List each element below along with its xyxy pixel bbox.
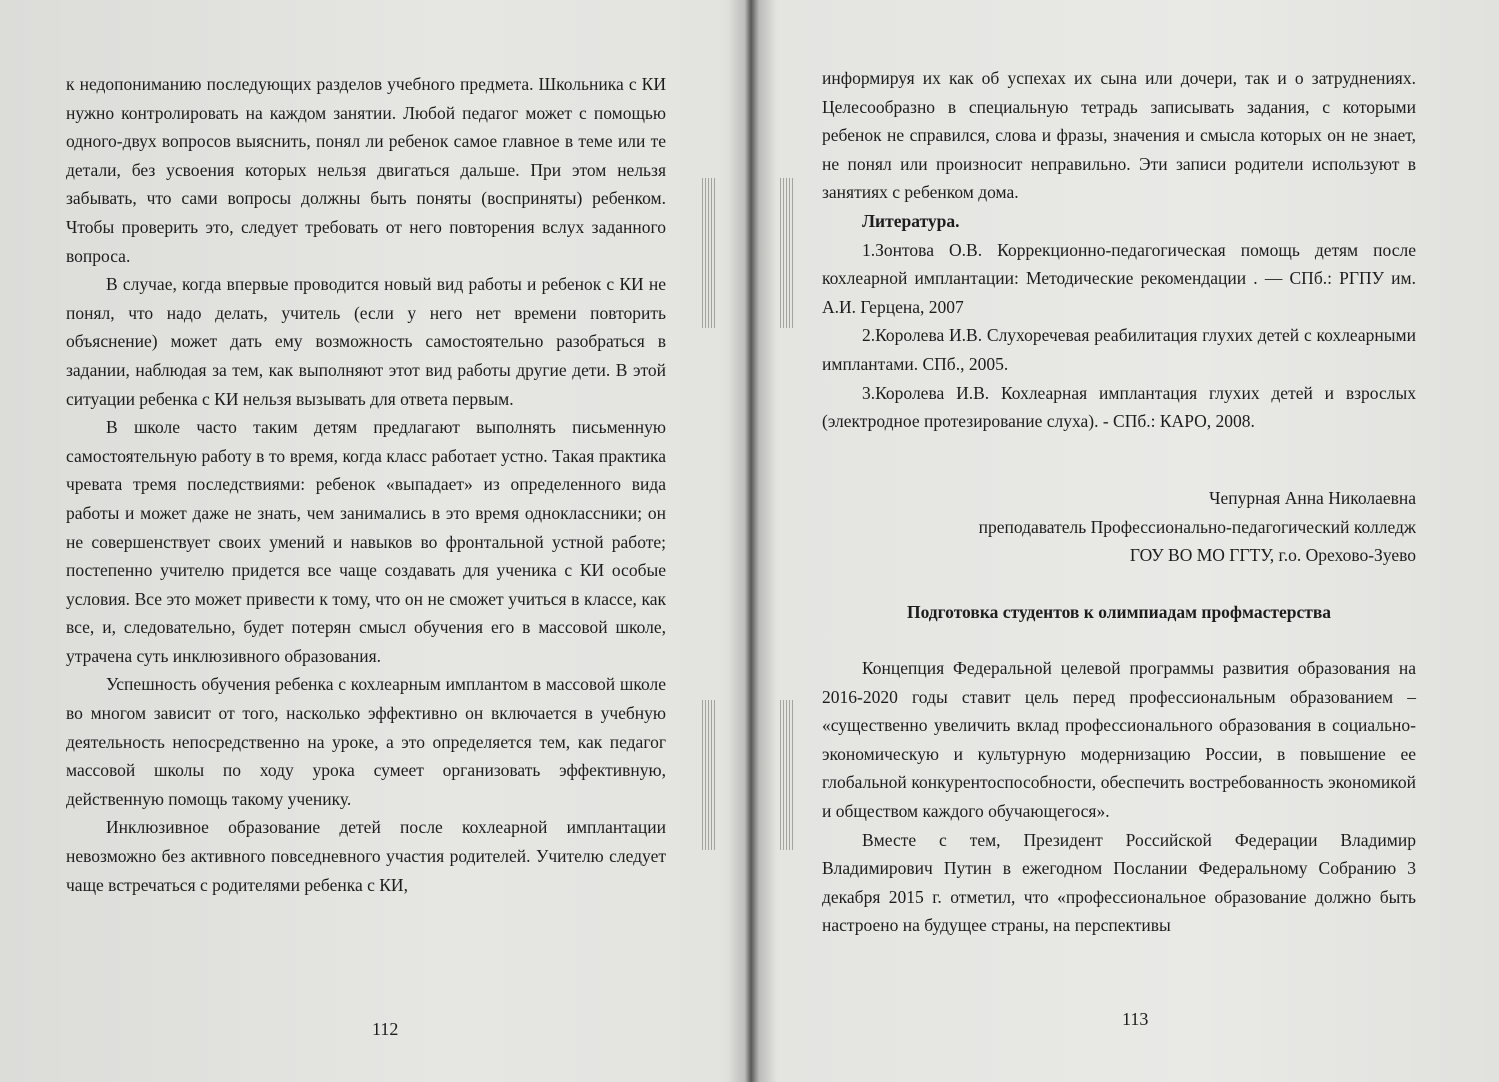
literature-heading: Литература. (862, 210, 960, 231)
article-body (822, 654, 1416, 940)
paragraph: Вместе с тем, Президент Российской Федерации Владимир Владимирович Путин в ежегодном Послании Федеральному Собранию 3 декабря 2015 г. отметил, что «профессиональное образование должно быть настроено на будущее страны, на перспективы (822, 829, 1416, 936)
author-block (822, 484, 1416, 570)
book-gutter (728, 0, 776, 1082)
page-number: 112 (372, 1019, 399, 1039)
paragraph: информируя их как об успехах их сына или дочери, так и о затруднениях. Целесообразно в специальную тетрадь записывать задания, с которыми ребенок не справился, слова и фразы, значения и смысла которых он не знает, не понял или произносит неправильно. Эти записи родители используют в занятиях с ребенком дома. (822, 68, 1416, 203)
page-number: 113 (1122, 1009, 1149, 1029)
author-institution: ГОУ ВО МО ГГТУ, г.о. Орехово-Зуево (1129, 545, 1416, 566)
reference-item: 3.Королева И.В. Кохлеарная имплантация глухих детей и взрослых (электродное протезирование слуха). - СПб.: КАРО, 2008. (822, 382, 1416, 432)
author-name: Чепурная Анна Николаевна (1209, 488, 1416, 508)
reference-item: 2.Королева И.В. Слухоречевая реабилитация глухих детей с кохлеарными имплантами. СПб., 2005. (822, 325, 1416, 374)
paragraph: к недопониманию последующих разделов учебного предмета. Школьника с КИ нужно контролировать на каждом занятии. Любой педагог может с помощью одного-двух вопросов выяснить, понял ли ребенок самое главное в теме или те детали, без усвоения которых нельзя двигаться дальше. При этом нельзя забывать, что сами вопросы должны быть поняты (восприняты) ребенком. Чтобы проверить это, следует требовать от него повторения вслух заданного вопроса. (66, 74, 666, 266)
right-page (776, 0, 1499, 1082)
paragraph: Успешность обучения ребенка с кохлеарным имплантом в массовой школе во многом зависит от того, насколько эффективно он включается в учебную деятельность непосредственно на уроке, а это определяется тем, как педагог массовой школы по ходу урока сумеет организовать эффективную, действенную помощь такому ученику. (66, 674, 666, 809)
left-page (0, 0, 728, 1082)
reference-item: 1.Зонтова О.В. Коррекционно-педагогическая помощь детям после кохлеарной имплантации: Методические рекомендации . — СПб.: РГПУ им. А.И. Герцена, 2007 (822, 239, 1416, 317)
article-title: Подготовка студентов к олимпиадам профмастерства (906, 602, 1332, 622)
left-page-body (66, 70, 666, 899)
paragraph: В школе часто таким детям предлагают выполнять письменную самостоятельную работу в то время, когда класс работает устно. Такая практика чревата тремя последствиями: ребенок «выпадает» из определенного вида работы и может даже не знать, чем занимались в это время одноклассники; он не совершенствует своих умений и навыков во фронтальной устной работе; постепенно учителю придется все чаще создавать для ученика с КИ особые условия. Все это может привести к тому, что он не сможет учиться в классе, как все, и, следовательно, будет потерян смысл обучения его в массовой школе, утрачена суть инклюзивного образования. (66, 417, 666, 666)
paragraph: Концепция Федеральной целевой программы развития образования на 2016-2020 годы ставит цель перед профессиональным образованием – «существенно увеличить вклад профессионального образования в социально- экономическую и культурную модернизацию России, в повышение ее глобальной конкурентоспособности, обеспечить востребованность экономикой и обществом каждого обучающегося». (822, 658, 1416, 821)
paragraph: Инклюзивное образование детей после кохлеарной имплантации невозможно без активного повседневного участия родителей. Учителю следует чаще встречаться с родителями ребенка с КИ, (66, 817, 666, 895)
paragraph: В случае, когда впервые проводится новый вид работы и ребенок с КИ не понял, что надо делать, учитель (если у него нет времени повторить объяснение) может дать ему возможность самостоятельно разобраться в задании, наблюдая за тем, как выполняют этот вид работы другие дети. В этой ситуации ребенка с КИ нельзя вызывать для ответа первым. (66, 274, 666, 409)
author-position: преподаватель Профессионально-педагогический колледж (978, 516, 1416, 537)
right-page-body (822, 64, 1416, 436)
